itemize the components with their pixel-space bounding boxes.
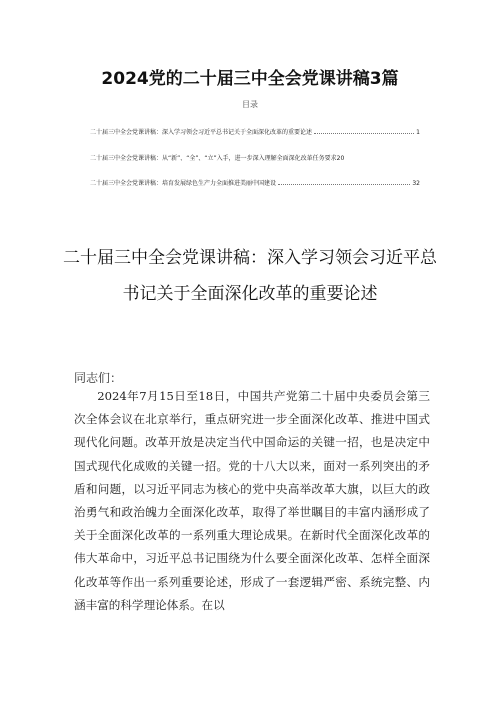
toc-entry-page: 32 [412,180,420,187]
toc-entry-text: 二十届三中全会党课讲稿：培育发展绿色生产力全面推进美丽中国建设 [90,180,277,187]
salutation: 同志们： [74,371,123,385]
toc-entry-page: 20 [336,155,345,162]
document-title: 2024党的二十届三中全会党课讲稿3篇 [101,69,399,89]
toc-entry[interactable] [90,153,420,162]
toc-entry-text: 二十届三中全会党课讲稿：深入学习领会习近平总书记关于全面深化改革的重要论述 [90,129,313,136]
body-paragraph: 2024年7月15日至18日，中国共产党第二十届中央委员会第三次全体会议在北京举行，重点研究进一步全面深化改革、推进中国式现代化问题。改革开放是决定当代中国命运的关键一招，也是决定中国式现代化成败的关键一招。党的十八大以来，面对一系列突出的矛盾和问题，以习近平同志为核心的党中央高举改革大旗，以巨大的政治勇气和政治魄力全面深化改革，取得了举世瞩目的丰富内涵形成了关于全面深化改革的一系列重大理论成果。在新时代全面深化改革的伟大革命中，习近平总书记围绕为什么要全面深化改革、怎样全面深化改革等作出一系列重要论述，形成了一套逻辑严密、系统完整、内涵丰富的科学理论体系。在以 [74,389,430,612]
toc-dot-leader [278,180,410,185]
toc-entry-page: 1 [416,129,420,136]
toc-entry[interactable] [90,178,420,187]
toc-dot-leader [314,129,414,134]
toc-entry[interactable] [90,127,420,136]
toc-entry-text: 二十届三中全会党课讲稿：从“新”、“全”、“立”入手，进一步深入理解全面深化改革任务要求 [90,155,337,162]
toc-heading: 目录 [242,100,258,109]
section-title: 二十届三中全会党课讲稿：深入学习领会习近平总书记关于全面深化改革的重要论述 [63,248,437,304]
